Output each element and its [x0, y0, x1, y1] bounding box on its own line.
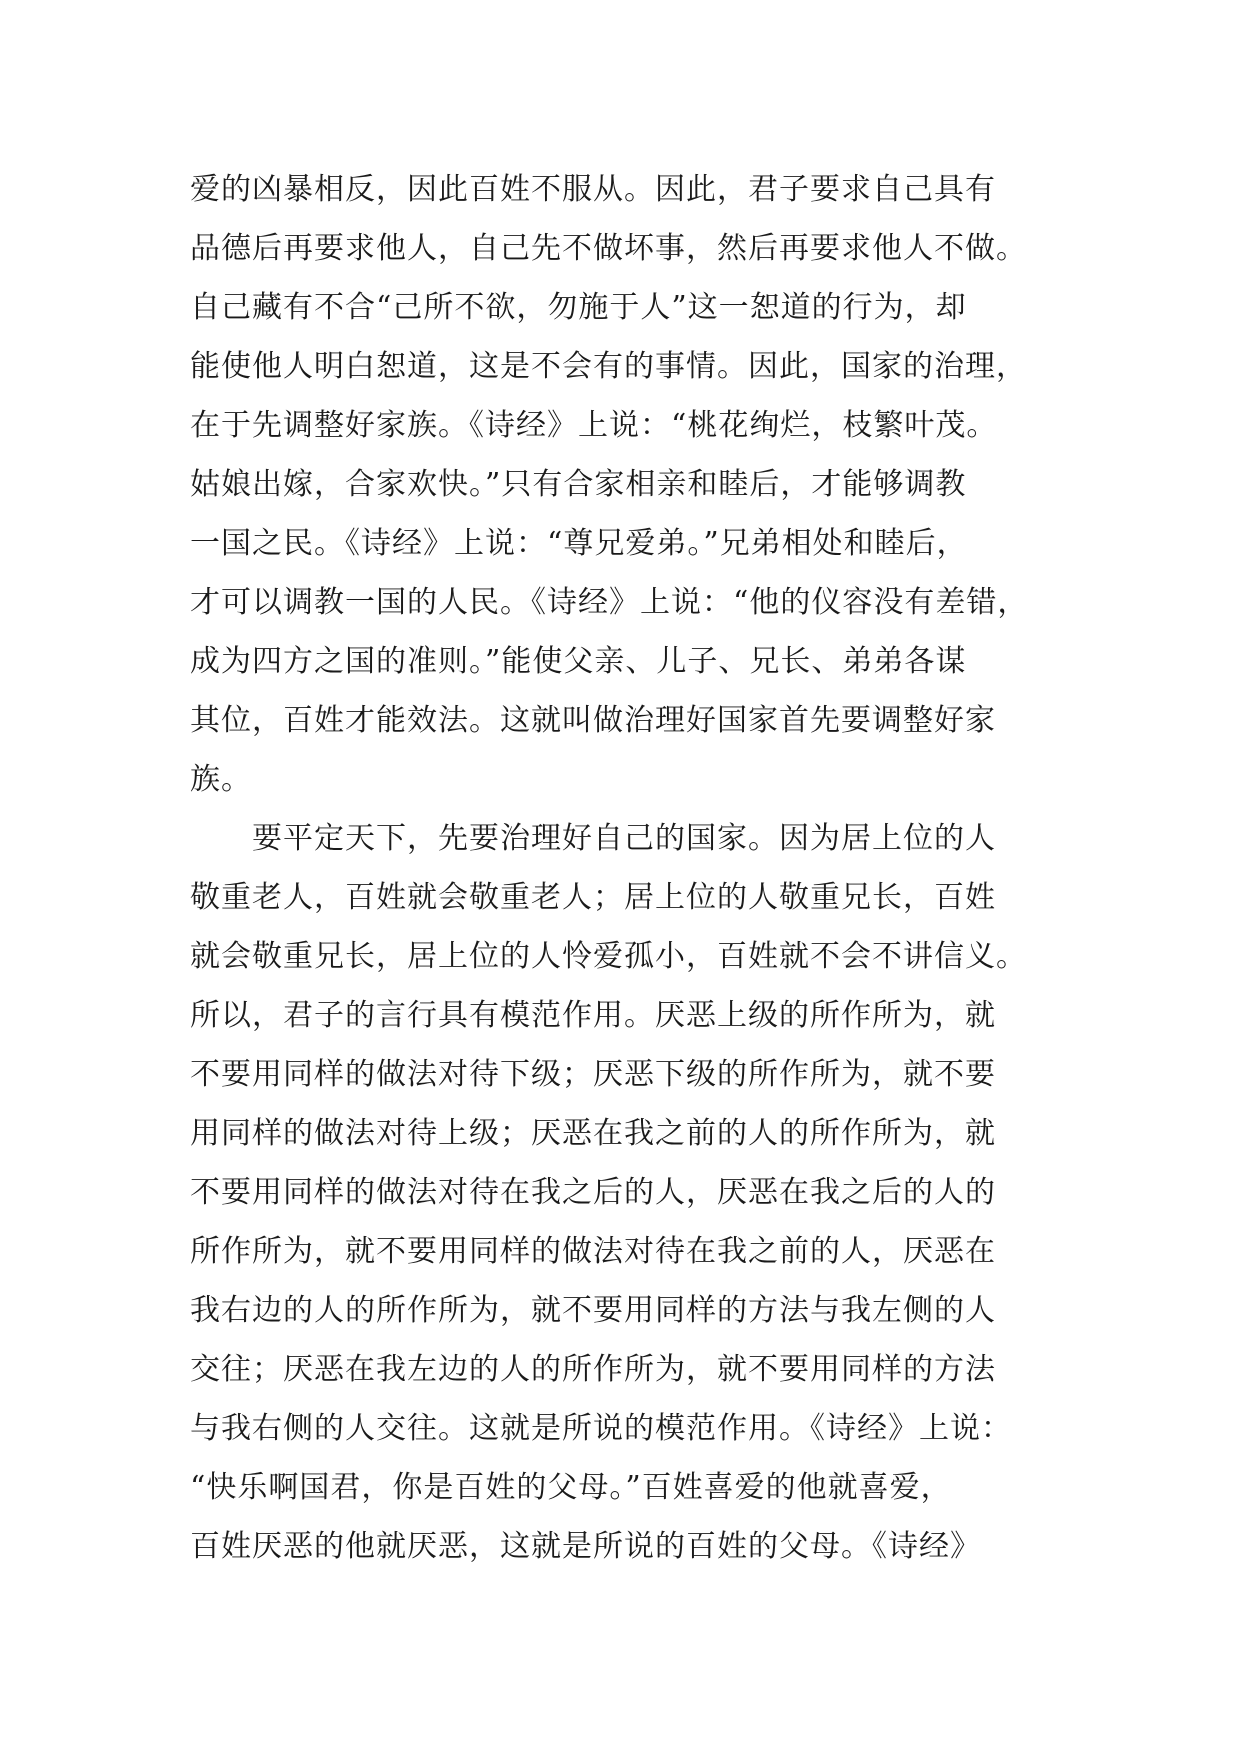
text-line: 爱的凶暴相反，因此百姓不服从。因此，君子要求自己具有 — [190, 172, 996, 207]
text-line: 其位，百姓才能效法。这就叫做治理好国家首先要调整好家 — [190, 703, 996, 738]
text-line: 不要用同样的做法对待下级；厌恶下级的所作所为，就不要 — [190, 1057, 996, 1092]
text-line: 所以，君子的言行具有模范作用。厌恶上级的所作所为，就 — [190, 998, 996, 1033]
text-line: 与我右侧的人交往。这就是所说的模范作用。《诗经》上说： — [190, 1411, 1012, 1446]
text-line: 敬重老人，百姓就会敬重老人；居上位的人敬重兄长，百姓 — [190, 880, 996, 915]
text-line: 成为四方之国的准则。”能使父亲、儿子、兄长、弟弟各谋 — [190, 644, 967, 679]
text-line: 自己藏有不合“己所不欲，勿施于人”这一恕道的行为，却 — [190, 290, 967, 325]
text-line: 能使他人明白恕道，这是不会有的事情。因此，国家的治理， — [190, 349, 1027, 384]
text-line: 用同样的做法对待上级；厌恶在我之前的人的所作所为，就 — [190, 1116, 996, 1151]
text-line: 族。 — [190, 762, 252, 797]
text-line: 姑娘出嫁，合家欢快。”只有合家相亲和睦后，才能够调教 — [190, 467, 967, 502]
text-line: 交往；厌恶在我左边的人的所作所为，就不要用同样的方法 — [190, 1352, 996, 1387]
text-line: 所作所为，就不要用同样的做法对待在我之前的人，厌恶在 — [190, 1234, 996, 1269]
text-line: 品德后再要求他人，自己先不做坏事，然后再要求他人不做。 — [190, 231, 1027, 266]
text-line: 百姓厌恶的他就厌恶，这就是所说的百姓的父母。《诗经》 — [190, 1529, 981, 1564]
text-line: 不要用同样的做法对待在我之后的人，厌恶在我之后的人的 — [190, 1175, 996, 1210]
paragraph-start-line: 要平定天下，先要治理好自己的国家。因为居上位的人 — [252, 821, 996, 856]
text-line: 在于先调整好家族。《诗经》上说：“桃花绚烂，枝繁叶茂。 — [190, 408, 998, 443]
body-text — [190, 160, 1090, 1576]
text-line: 才可以调教一国的人民。《诗经》上说：“他的仪容没有差错， — [190, 585, 1029, 620]
text-line: “快乐啊国君，你是百姓的父母。”百姓喜爱的他就喜爱， — [190, 1470, 952, 1505]
text-line: 就会敬重兄长，居上位的人怜爱孤小，百姓就不会不讲信义。 — [190, 939, 1027, 974]
text-line: 一国之民。《诗经》上说：“尊兄爱弟。”兄弟相处和睦后， — [190, 526, 968, 561]
text-line: 我右边的人的所作所为，就不要用同样的方法与我左侧的人 — [190, 1293, 996, 1328]
